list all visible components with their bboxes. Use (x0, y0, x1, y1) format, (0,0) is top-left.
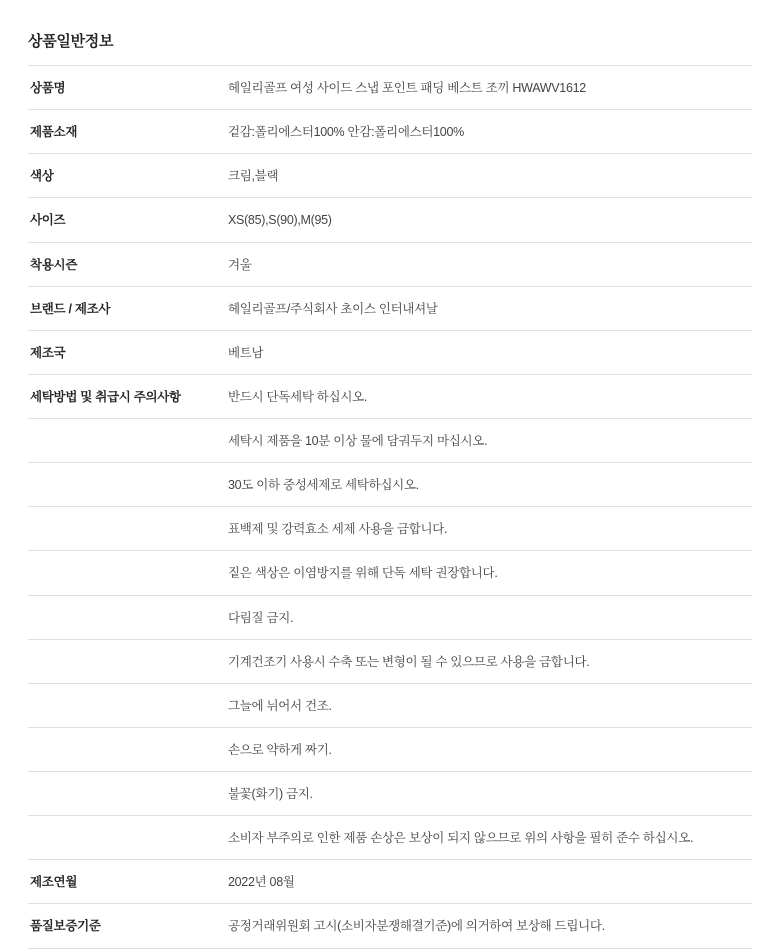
row-label: 제조연월 (30, 875, 78, 890)
care-instructions-row (28, 551, 752, 595)
row-label-empty (28, 683, 226, 727)
row-label-empty (28, 463, 226, 507)
care-item: 반드시 단독세탁 하십시오. (228, 389, 368, 404)
row-value: 크림,블랙 (228, 169, 279, 184)
care-instructions-row (28, 816, 752, 860)
care-item: 그늘에 뉘어서 건조. (228, 698, 332, 713)
care-instructions-row (28, 463, 752, 507)
row-label: 브랜드 / 제조사 (30, 301, 111, 316)
page-title: 상품일반정보 (28, 33, 114, 50)
row-value: 겨울 (228, 257, 252, 272)
row-value: 헤일리골프/주식회사 초이스 인터내셔날 (228, 301, 438, 316)
table-row (28, 154, 752, 198)
care-item: 세탁시 제품을 10분 이상 물에 담궈두지 마십시오. (228, 434, 488, 448)
table-row (28, 330, 752, 374)
care-instructions-row (28, 683, 752, 727)
care-item: 기계건조기 사용시 수축 또는 변형이 될 수 있으므로 사용을 금합니다. (228, 654, 590, 669)
row-label: 세탁방법 및 취급시 주의사항 (30, 389, 181, 404)
row-value: 헤일리골프 여성 사이드 스냅 포인트 패딩 베스트 조끼 HWAWV1612 (228, 81, 586, 95)
table-row (28, 110, 752, 154)
row-label-empty (28, 772, 226, 816)
row-label-empty (28, 507, 226, 551)
table-row (28, 198, 752, 242)
care-item: 소비자 부주의로 인한 제품 손상은 보상이 되지 않으므로 위의 사항을 필히 준수 하십시오. (228, 831, 694, 846)
row-label: 품질보증기준 (30, 919, 101, 934)
row-value: 겉감:폴리에스터100% 안감:폴리에스터100% (228, 125, 464, 140)
table-row (28, 66, 752, 110)
care-instructions-row (28, 374, 752, 418)
table-row (28, 860, 752, 904)
row-label-empty (28, 727, 226, 771)
row-label: 착용시즌 (30, 257, 78, 272)
care-instructions-row (28, 595, 752, 639)
care-instructions-row (28, 727, 752, 771)
row-label-empty (28, 595, 226, 639)
care-item: 표백제 및 강력효소 세제 사용을 금합니다. (228, 522, 448, 537)
row-label: 상품명 (30, 81, 66, 95)
product-info-table (28, 65, 752, 949)
care-item: 손으로 약하게 짜기. (228, 742, 332, 757)
row-label: 제조국 (30, 345, 66, 360)
table-row (28, 242, 752, 286)
row-value: 베트남 (228, 345, 264, 360)
care-item: 짙은 색상은 이염방지를 위해 단독 세탁 권장합니다. (228, 566, 498, 581)
row-label-empty (28, 816, 226, 860)
care-instructions-row (28, 419, 752, 463)
row-label-empty (28, 639, 226, 683)
row-value: 공정거래위원회 고시(소비자분쟁해결기준)에 의거하여 보상해 드립니다. (228, 919, 605, 934)
row-value: XS(85),S(90),M(95) (228, 213, 332, 228)
care-instructions-row (28, 639, 752, 683)
product-info-table-body (28, 66, 752, 949)
row-label: 색상 (30, 169, 54, 184)
table-row (28, 904, 752, 948)
care-instructions-row (28, 507, 752, 551)
care-item: 불꽃(화기) 금지. (228, 787, 313, 801)
row-label: 사이즈 (30, 213, 66, 228)
row-label-empty (28, 419, 226, 463)
care-item: 다림질 금지. (228, 610, 294, 625)
care-item: 30도 이하 중성세제로 세탁하십시오. (228, 478, 419, 493)
row-label: 제품소재 (30, 125, 78, 140)
care-instructions-row (28, 772, 752, 816)
row-value: 2022년 08월 (228, 875, 295, 890)
table-row (28, 286, 752, 330)
row-label-empty (28, 551, 226, 595)
